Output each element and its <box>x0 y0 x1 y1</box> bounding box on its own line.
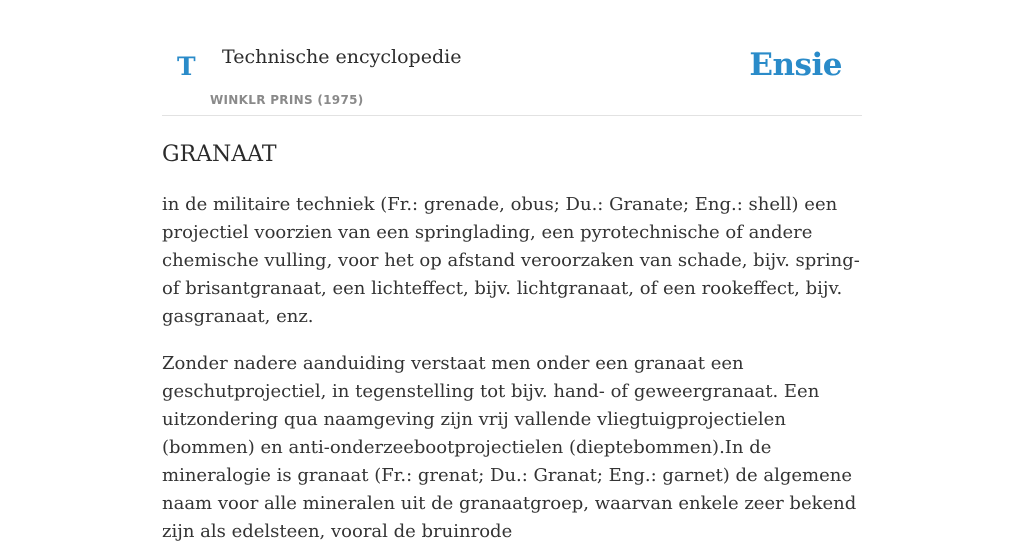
article-paragraph: in de militaire techniek (Fr.: grenade, obus; Du.: Granate; Eng.: shell) een projectiel voorzien van een springlading, een pyrotechnische of andere chemische vulling, voor het op afstand veroorzaken van schade, bijv. spring- of brisantgranaat, een lichteffect, bijv. lichtgranaat, of een rookeffect, bijv. gasgranaat, enz. <box>162 194 860 328</box>
source-label: WINKLR PRINS (1975) <box>210 93 364 107</box>
site-header <box>162 0 862 116</box>
article-paragraph: Zonder nadere aanduiding verstaat men onder een granaat een geschutprojectiel, in tegenstelling tot bijv. hand- of geweergranaat. Een uitzondering qua naamgeving zijn vrij vallende vliegtuigprojectielen (bommen) en anti-onderzeebootprojectielen (dieptebommen).In de mineralogie is granaat (Fr.: grenat; Du.: Granat; Eng.: garnet) de algemene naam voor alle mineralen uit de granaatgroep, waarvan enkele zeer bekend zijn als edelsteen, vooral de bruinrode <box>162 353 857 543</box>
encyclopedia-logo-icon[interactable]: T <box>177 52 196 81</box>
ensie-logo-link[interactable]: Ensie <box>749 47 842 83</box>
encyclopedia-title[interactable]: Technische encyclopedie <box>222 46 462 68</box>
article-title: GRANAAT <box>162 142 277 167</box>
page-container <box>162 0 862 546</box>
